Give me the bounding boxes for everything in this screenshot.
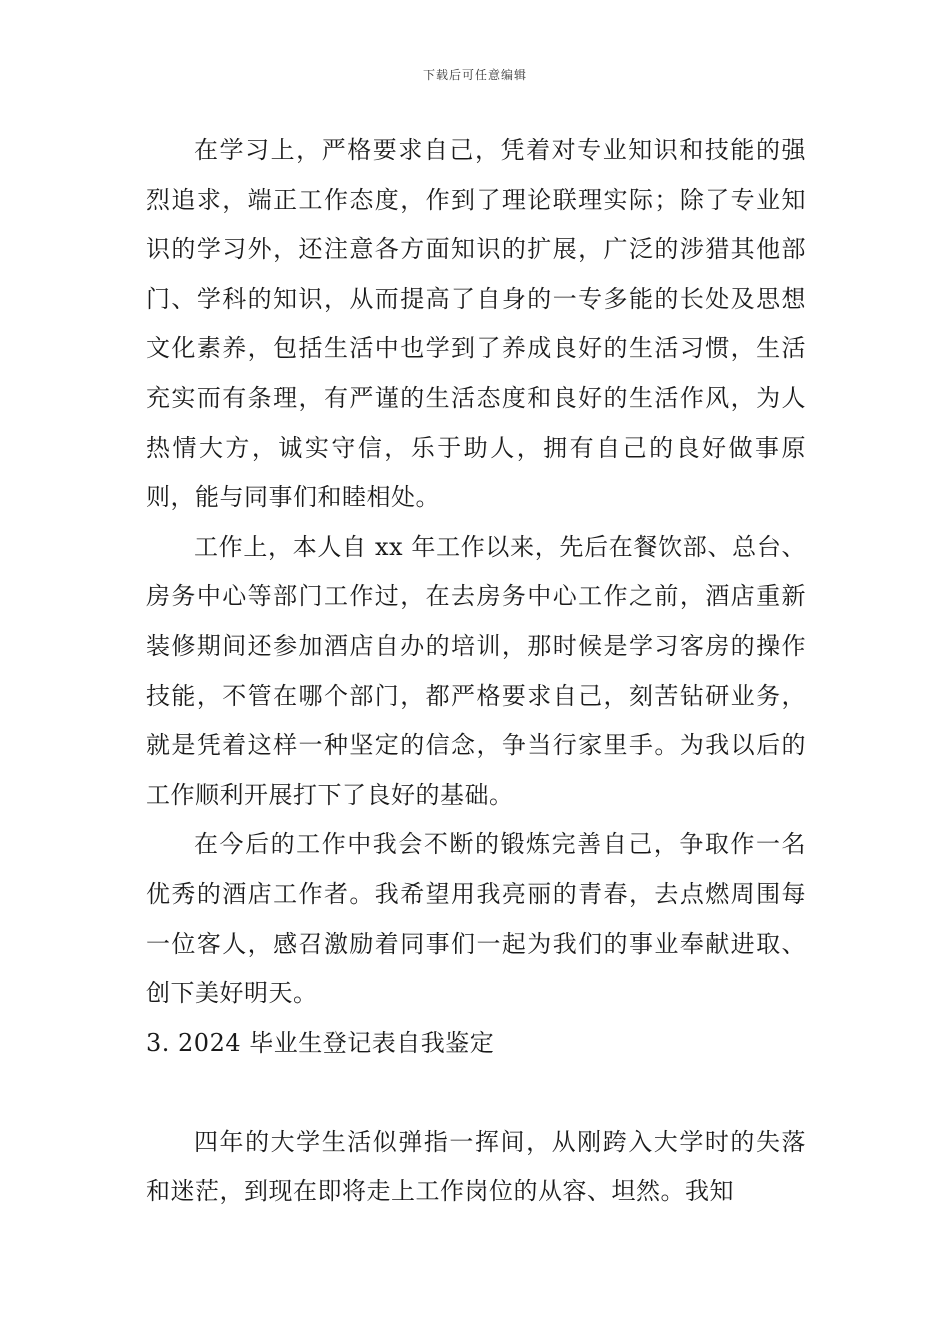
paragraph-university: 四年的大学生活似弹指一挥间，从刚跨入大学时的失落和迷茫，到现在即将走上工作岗位的从容、坦然。我知 [146, 1127, 806, 1206]
section-spacer [146, 1068, 806, 1118]
section-heading: 3. 2024 毕业生登记表自我鉴定 [146, 1028, 495, 1057]
paragraph-study: 在学习上，严格要求自己，凭着对专业知识和技能的强烈追求，端正工作态度，作到了理论联理实际；除了专业知识的学习外，还注意各方面知识的扩展，广泛的涉猎其他部门、学科的知识，从而提高了自身的一专多能的长处及思想文化素养，包括生活中也学到了养成良好的生活习惯，生活充实而有条理，有严谨的生活态度和良好的生活作风，为人热情大方，诚实守信，乐于助人，拥有自己的良好做事原则，能与同事们和睦相处。 [146, 136, 806, 512]
paragraph-work: 工作上，本人自 xx 年工作以来，先后在餐饮部、总台、房务中心等部门工作过，在去房务中心工作之前，酒店重新装修期间还参加酒店自办的培训，那时候是学习客房的操作技能，不管在哪个部门，都严格要求自己，刻苦钻研业务，就是凭着这样一种坚定的信念，争当行家里手。为我以后的工作顺利开展打下了良好的基础。 [146, 532, 806, 809]
document-body [146, 126, 806, 1217]
page-header-note: 下载后可任意编辑 [422, 68, 527, 82]
paragraph-future: 在今后的工作中我会不断的锻炼完善自己，争取作一名优秀的酒店工作者。我希望用我亮丽的青春，去点燃周围每一位客人，感召激励着同事们一起为我们的事业奉献进取、创下美好明天。 [146, 830, 806, 1008]
